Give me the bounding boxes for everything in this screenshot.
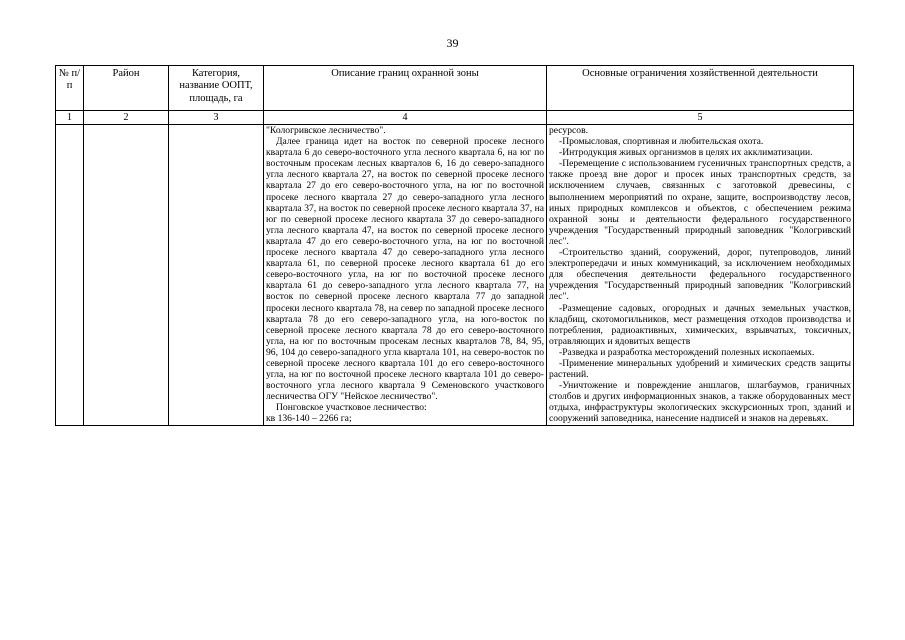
description-paragraph: Понговское участковое лесничество: xyxy=(276,402,427,414)
cell-category xyxy=(169,125,264,426)
table-row xyxy=(56,125,854,426)
description-paragraph: кв 136-140 – 2266 га; xyxy=(266,413,352,425)
header-limitations: Основные ограничения хозяйственной деятельности xyxy=(547,66,854,111)
header-category: Категория, название ООПТ, площадь, га xyxy=(169,66,264,111)
cell-limitations xyxy=(547,125,854,426)
cell-no xyxy=(56,125,84,426)
limitation-paragraph: -Размещение садовых, огородных и дачных земельных участков, кладбищ, скотомогильников, мест размещения отходов производства и потребления, радиоактивных, химических, взрывчатых, токсичных, отравляющих и ядовитых веществ xyxy=(549,302,851,347)
column-numbers-row xyxy=(56,111,854,125)
limitation-paragraph: -Интродукция живых организмов в целях их акклиматизации. xyxy=(559,147,813,159)
column-number: 2 xyxy=(84,111,169,125)
page-number: 39 xyxy=(446,36,459,50)
limitation-paragraph: ресурсов. xyxy=(549,125,589,136)
column-number: 5 xyxy=(547,111,854,125)
limitation-paragraph: -Строительство зданий, сооружений, дорог, путепроводов, линий электропередачи и иных коммуникаций, за исключением необходимых для обеспечения деятельности федерального государственного учреждения "Государственный природный заповедник "Кологривский лес". xyxy=(549,247,851,303)
limitation-paragraph: -Уничтожение и повреждение аншлагов, шлагбаумов, граничных столбов и других информационных знаков, а также оборудованных мест отдыха, инфраструктуры экологических экскурсионных троп, зданий и сооружений заповедника, нанесение надписей и знаков на деревьях. xyxy=(549,380,851,425)
description-paragraph: "Кологривское лесничество". xyxy=(266,125,386,136)
cell-description xyxy=(264,125,547,426)
limitation-paragraph: -Промысловая, спортивная и любительская охота. xyxy=(559,136,764,148)
column-number: 3 xyxy=(169,111,264,125)
limitation-paragraph: -Разведка и разработка месторождений полезных ископаемых. xyxy=(559,346,815,358)
header-no: № п/п xyxy=(56,66,84,111)
limitation-paragraph: -Применение минеральных удобрений и химических средств защиты растений. xyxy=(549,357,851,381)
header-district: Район xyxy=(84,66,169,111)
description-paragraph: Далее граница идет на восток по северной просеке лесного квартала 6 до северо-восточного угла лесного квартала 6, на юг по восточным просекам лесных кварталов 6, 16 до северо-западного угла лесного квартала 27, на восток по северной просеке лесного квартала 27 до его северо-восточного угла, на юг по восточной просеке лесного квартала 27 до северо-западного угла лесного квартала 37, на восток по северной просеке лесного квартала 37, на юг по северной просеке лесного квартала 37 до северо-западного угла лесного квартала 47, на восток по северной просеке лесного квартала 47 до его северо-восточного угла, на юг по восточной просеке лесного квартала 47 до северо-западного угла лесного квартала 61, по северной просеке лесного квартала 61 до его северо-восточного угла, на юг по восточной просеке лесного квартала 61 до северо-западного угла лесного квартала 77, на восток по северной просеке лесного квартала 77 до западной просеки лесного квартала 78, на север по западной просеке лесного квартала 78 до его северо-западного угла, на юго-восток по северной просеке лесного квартала 78 до его северо-восточного угла, на юг по восточным просекам лесных кварталов 78, 84, 95, 96, 104 до северо-западного угла квартала 101, на северо-восток по северной просеке лесного квартала 101 до его северо-восточного угла, на юг по восточной просеке лесного квартала 101 до северо-восточного угла лесного квартала 9 Семеновского участкового лесничества ОГУ "Нейское лесничество". xyxy=(266,136,544,403)
table-header-row xyxy=(56,66,854,111)
column-number: 1 xyxy=(56,111,84,125)
column-number: 4 xyxy=(264,111,547,125)
protected-zone-table xyxy=(55,65,854,426)
limitation-paragraph: -Перемещение с использованием гусеничных транспортных средств, а также проезд вне дорог и просек иных транспортных средств, за исключением случаев, связанных с заготовкой древесины, с выполнением мероприятий по охране, защите, воспроизводству лесов, иных природных комплексов и объектов, с обеспечением режима охранной зоны и деятельности федерального государственного учреждения "Государственный природный заповедник "Кологривский лес". xyxy=(549,158,851,247)
header-description: Описание границ охранной зоны xyxy=(264,66,547,111)
cell-district xyxy=(84,125,169,426)
